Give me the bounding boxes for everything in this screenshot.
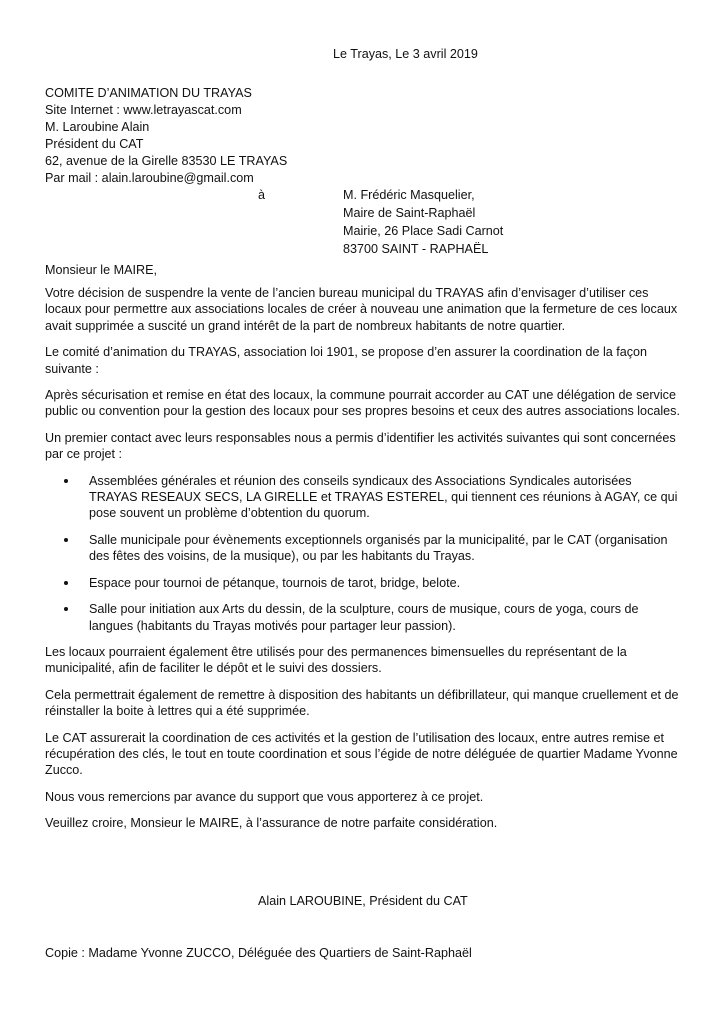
bullet-icon: [64, 581, 68, 585]
closing-paragraph: Veuillez croire, Monsieur le MAIRE, à l’assurance de notre parfaite considération.: [45, 816, 498, 831]
sender-name: M. Laroubine Alain: [45, 120, 150, 134]
letter-body: [45, 285, 681, 842]
sender-address: 62, avenue de la Girelle 83530 LE TRAYAS: [45, 154, 288, 168]
recipient-block: [343, 187, 503, 259]
body-paragraph: Nous vous remercions par avance du support que vous apporterez à ce projet.: [45, 789, 484, 804]
bullet-icon: [64, 538, 68, 542]
sender-mail: Par mail : alain.laroubine@gmail.com: [45, 171, 254, 185]
sender-block: [45, 85, 287, 187]
recipient-name: M. Frédéric Masquelier,: [343, 188, 475, 202]
sender-org: COMITE D’ANIMATION DU TRAYAS: [45, 86, 252, 100]
sender-site: Site Internet : www.letrayascat.com: [45, 103, 242, 117]
list-item-text: Salle municipale pour évènements exceptionnels organisés par la municipalité, par le CAT (organisation des fêtes des voisins, de la musique), ou par les habitants du Trayas.: [89, 532, 668, 564]
body-paragraph: Le comité d’animation du TRAYAS, association loi 1901, se propose d’en assurer la coordination de la façon suivante :: [45, 345, 648, 376]
body-paragraph: Les locaux pourraient également être utilisés pour des permanences bimensuelles du représentant de la municipalité, afin de faciliter le dépôt et le suivi des dossiers.: [45, 644, 627, 676]
salutation: Monsieur le MAIRE,: [45, 263, 157, 277]
copy-line: Copie : Madame Yvonne ZUCCO, Déléguée des Quartiers de Saint-Raphaël: [45, 946, 472, 960]
list-item: [45, 575, 681, 591]
a-label: à: [258, 188, 266, 202]
activity-list: [45, 473, 681, 634]
list-item-text: Espace pour tournoi de pétanque, tournois de tarot, bridge, belote.: [89, 575, 461, 590]
recipient-city: 83700 SAINT - RAPHAËL: [343, 242, 489, 256]
recipient-address: Mairie, 26 Place Sadi Carnot: [343, 224, 504, 238]
body-paragraph: Votre décision de suspendre la vente de l’ancien bureau municipal du TRAYAS afin d’envisager d’utiliser ces locaux pour permettre aux associations locales de créer à nouveau une animation que la fermeture de ces locaux avait supprimée a suscité un grand intérêt de la part de nombreux habitants de notre quartier.: [45, 286, 678, 333]
list-item: [45, 532, 681, 565]
list-item-text: Salle pour initiation aux Arts du dessin, de la sculpture, cours de musique, cours de yoga, cours de langues (habitants du Trayas motivés pour partager leur passion).: [89, 602, 639, 633]
signature: Alain LAROUBINE, Président du CAT: [258, 894, 468, 908]
body-paragraph: Un premier contact avec leurs responsables nous a permis d’identifier les activités suivantes qui sont concernées par ce projet :: [45, 430, 676, 462]
date-line: Le Trayas, Le 3 avril 2019: [333, 47, 478, 61]
recipient-role: Maire de Saint-Raphaël: [343, 206, 476, 220]
bullet-icon: [64, 479, 68, 483]
list-item-text: Assemblées générales et réunion des conseils syndicaux des Associations Syndicales autorisées TRAYAS RESEAUX SECS, LA GIRELLE et TRAYAS ESTEREL, qui tiennent ces réunions à AGAY, ce qui pose souvent un problème d’obtention du quorum.: [89, 473, 678, 521]
list-item: [45, 601, 681, 634]
sender-role: Président du CAT: [45, 137, 144, 151]
bullet-icon: [64, 607, 68, 611]
body-paragraph: Cela permettrait également de remettre à disposition des habitants un défibrillateur, qui manque cruellement et de réinstaller la boite à lettres qui a été supprimée.: [45, 687, 679, 719]
body-paragraph: Après sécurisation et remise en état des locaux, la commune pourrait accorder au CAT une délégation de service public ou convention pour la gestion des locaux pour ses propres besoins et ceux des autres associations locales.: [45, 388, 680, 419]
body-paragraph: Le CAT assurerait la coordination de ces activités et la gestion de l’utilisation des locaux, entre autres remise et récupération des clés, le tout en toute coordination et sous l’égide de notre déléguée de quartier Madame Yvonne Zucco.: [45, 730, 678, 778]
list-item: [45, 473, 681, 522]
